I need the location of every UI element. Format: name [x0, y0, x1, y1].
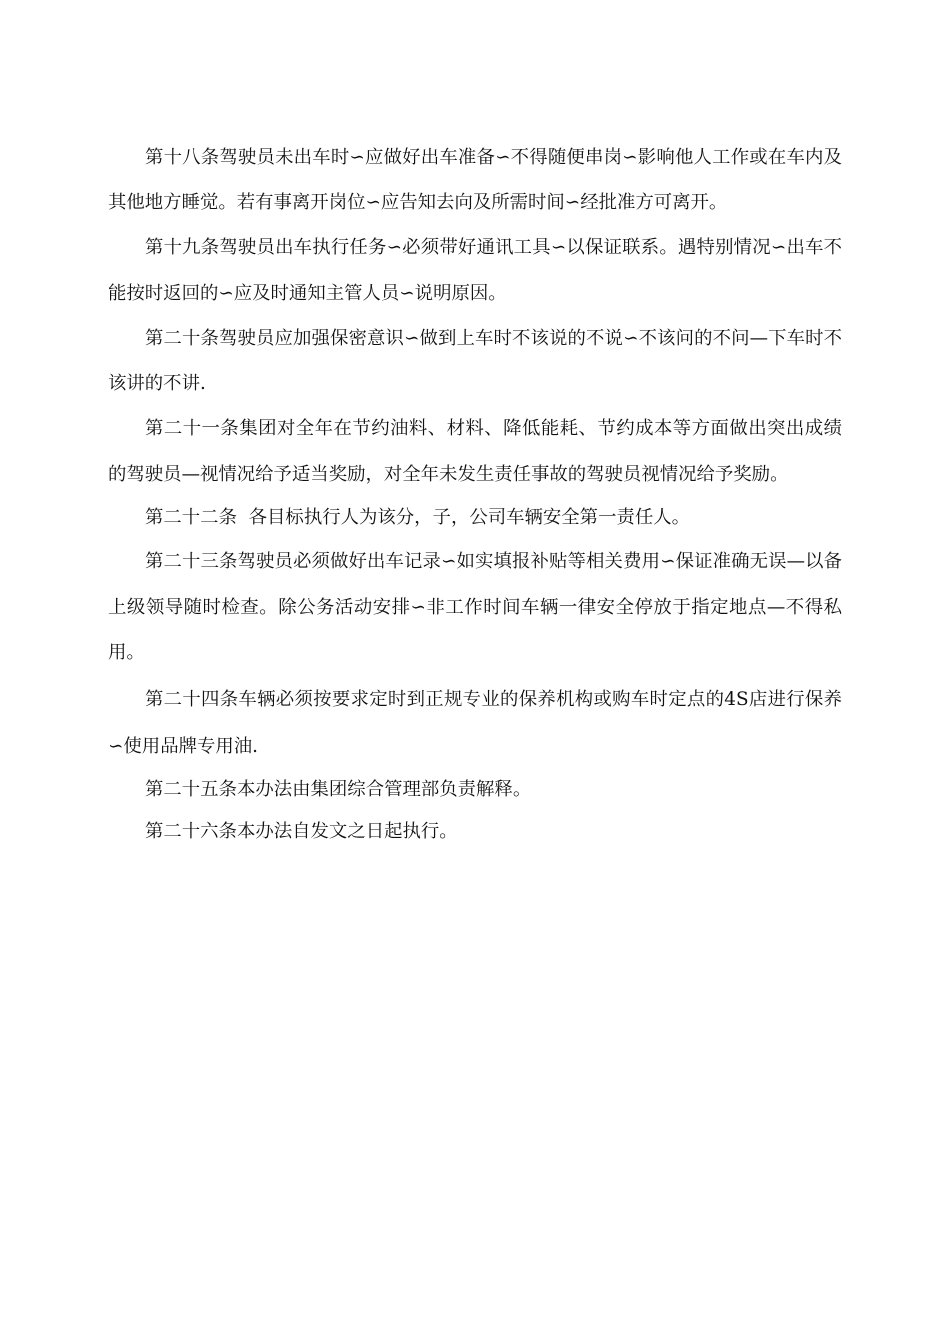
article-20-paragraph: 第二十条驾驶员应加强保密意识∽做到上车时不该说的不说∽不该问的不问—下车时不该讲的不讲.: [108, 328, 842, 394]
article-21-paragraph: 第二十一条集团对全年在节约油料、材料、降低能耗、节约成本等方面做出突出成绩的驾驶员—视情况给予适当奖励，对全年未发生责任事故的驾驶员视情况给予奖励。: [108, 418, 842, 485]
article-22-paragraph: 第二十二条 各目标执行人为该分，子，公司车辆安全第一责任人。: [145, 507, 691, 528]
article-23-paragraph: 第二十三条驾驶员必须做好出车记录∽如实填报补贴等相关费用∽保证准确无误—以备上级领导随时检查。除公务活动安排∽非工作时间车辆一律安全停放于指定地点—不得私用。: [108, 551, 842, 663]
article-24-paragraph: 第二十四条车辆必须按要求定时到正规专业的保养机构或购车时定点的4S店进行保养∽使用品牌专用油.: [108, 688, 842, 757]
document-body: [108, 136, 842, 854]
article-19-paragraph: 第十九条驾驶员出车执行任务∽必须带好通讯工具∽以保证联系。遇特别情况∽出车不能按时返回的∽应及时通知主管人员∽说明原因。: [108, 237, 842, 304]
article-26-paragraph: 第二十六条本办法自发文之日起执行。: [145, 820, 458, 842]
article-18-paragraph: 第十八条驾驶员未出车时∽应做好出车准备∽不得随便串岗∽影响他人工作或在车内及其他地方睡觉。若有事离开岗位∽应告知去向及所需时间∽经批准方可离开。: [108, 147, 842, 213]
article-25-paragraph: 第二十五条本办法由集团综合管理部负责解释。: [145, 778, 532, 800]
